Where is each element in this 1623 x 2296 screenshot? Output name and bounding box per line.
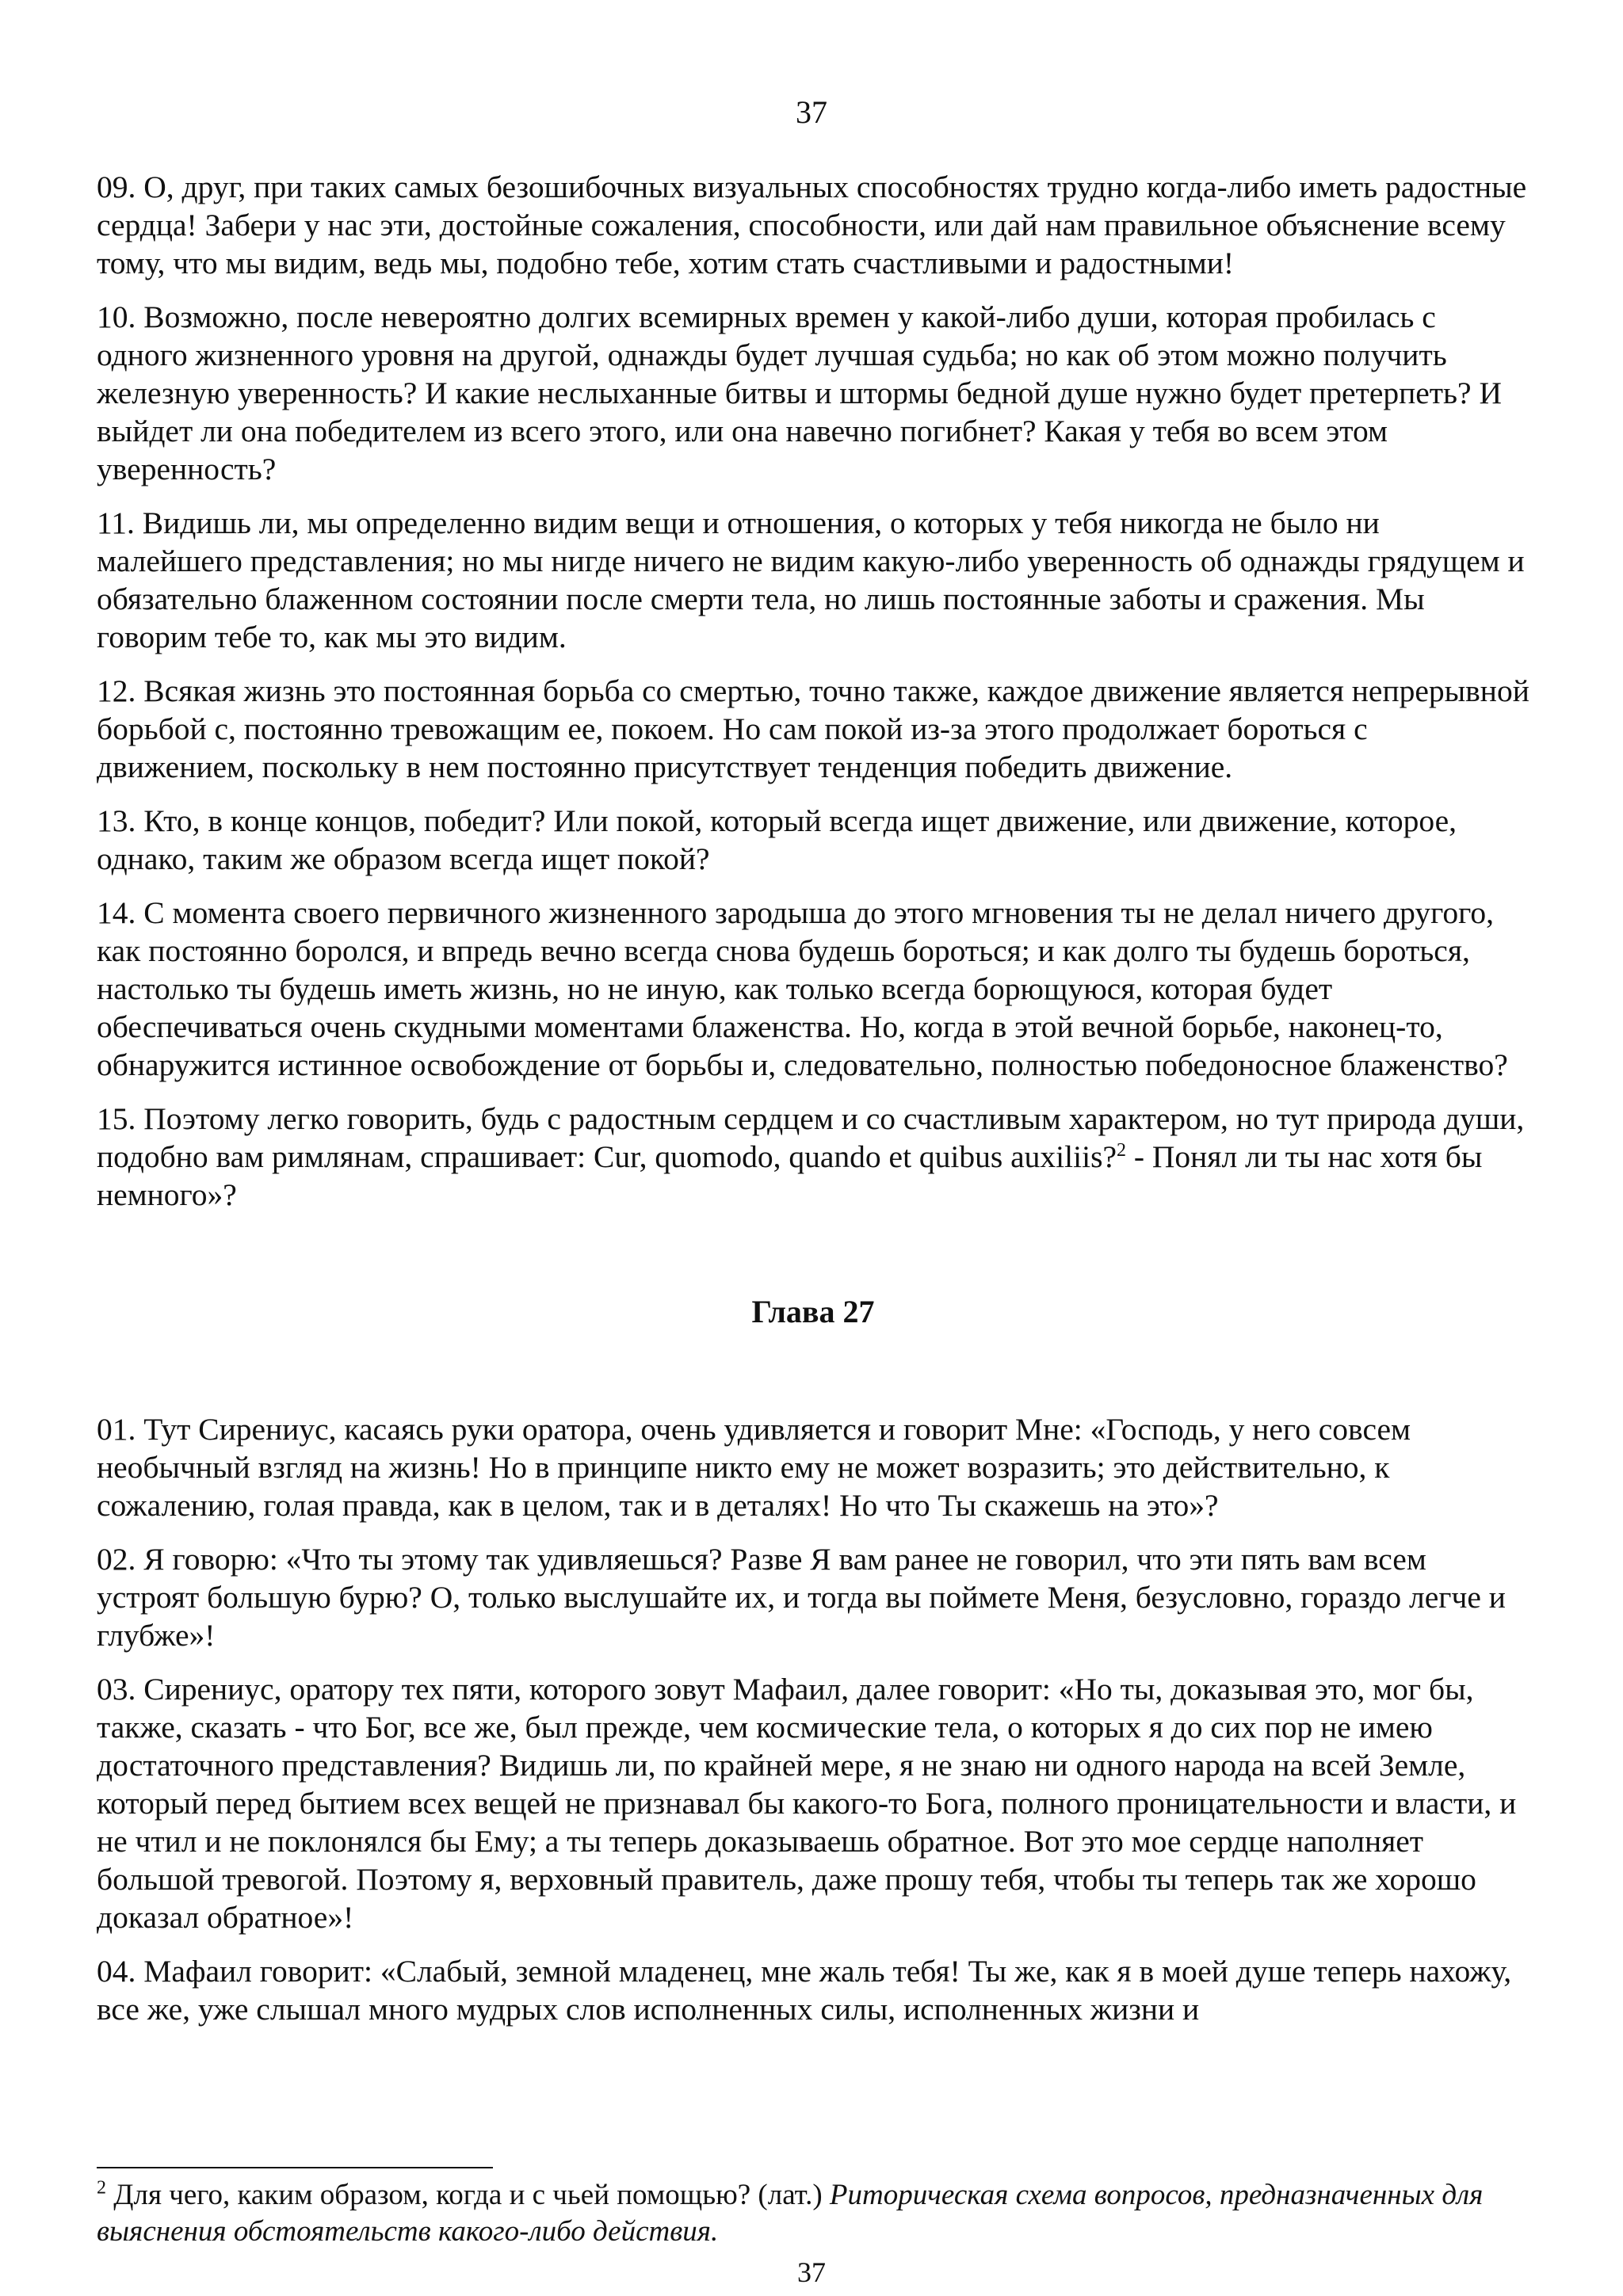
paragraph-15 [97,1100,1529,1214]
footnote-text: Для чего, каким образом, когда и с чьей помощью? (лат.) [106,2179,830,2211]
footnote-italic-text: Риторическая схема вопросов, предназначенных для выяснения обстоятельств какого-либо действия. [97,2179,1484,2248]
footnote-divider [97,2167,493,2168]
paragraph-15-tail: - Понял ли ты нас хотя бы немного»? [97,1139,1483,1212]
paragraph-12: 12. Всякая жизнь это постоянная борьба со смертью, точно также, каждое движение является непрерывной борьбой с, постоянно тревожащим ее, покоем. Но сам покой из-за этого продолжает бороться с движением, поскольку в нем постоянно присутствует тенденция победить движение. [97,673,1529,784]
paragraph-03: 03. Сирениус, оратору тех пяти, которого зовут Мафаил, далее говорит: «Но ты, доказывая это, мог бы, также, сказать - что Бог, все же, был прежде, чем космические тела, о которых я до сих пор не имею достаточного представления? Видишь ли, по крайней мере, я не знаю ни одного народа на всей Земле, который перед бытием всех вещей не признавал бы какого-то Бога, полного проницательности и власти, и не чтил и не поклонялся бы Ему; а ты теперь доказываешь обратное. Вот это мое сердце наполняет большой тревогой. Поэтому я, верховный правитель, даже прошу тебя, чтобы ты теперь так же хорошо доказал обратное»! [97,1672,1517,1935]
paragraph-14: 14. С момента своего первичного жизненного зародыша до этого мгновения ты не делал ничего другого, как постоянно боролся, и впредь вечно всегда снова будешь бороться; и как долго ты будешь бороться, настолько ты будешь иметь жизнь, но не иную, как только всегда борющуюся, которая будет обеспечиваться очень скудными моментами блаженства. Но, когда в этой вечной борьбе, наконец-то, обнаружится истинное освобождение от борьбы и, следовательно, полностью победоносное блаженство? [97,895,1508,1082]
page-number-bottom: 37 [797,2256,826,2288]
footnote [97,2177,1529,2250]
page-number-top: 37 [796,94,827,130]
paragraph-01: 01. Тут Сирениус, касаясь руки оратора, очень удивляется и говорит Мне: «Господь, у него совсем необычный взгляд на жизнь! Но в принципе никто ему не может возразить; это действительно, к сожалению, голая правда, как в целом, так и в деталях! Но что Ты скажешь на это»? [97,1412,1411,1523]
paragraph-15-text: 15. Поэтому легко говорить, будь с радостным сердцем и со счастливым характером, но тут природа души, подобно вам римлянам, спрашивает: Cur, quomodo, quando et quibus auxiliis? [97,1101,1525,1174]
paragraph-04: 04. Мафаил говорит: «Слабый, земной младенец, мне жаль тебя! Ты же, как я в моей душе теперь нахожу, все же, уже слышал много мудрых слов исполненных силы, исполненных жизни и [97,1954,1512,2027]
footnote-reference: 2 [1116,1139,1126,1161]
footnote-marker: 2 [97,2177,106,2199]
paragraph-02: 02. Я говорю: «Что ты этому так удивляешься? Разве Я вам ранее не говорил, что эти пять вам всем устроят большую бурю? О, только выслушайте их, и тогда вы поймете Меня, безусловно, гораздо легче и глубже»! [97,1542,1506,1653]
chapter-heading: Глава 27 [751,1294,875,1329]
paragraph-10: 10. Возможно, после невероятно долгих всемирных времен у какой-либо души, которая пробилась с одного жизненного уровня на другой, однажды будет лучшая судьба; но как об этом можно получить железную уверенность? И какие неслыханные битвы и штормы бедной душе нужно будет претерпеть? И выйдет ли она победителем из всего этого, или она навечно погибнет? Какая у тебя во всем этом уверенность? [97,299,1502,486]
paragraph-11: 11. Видишь ли, мы определенно видим вещи и отношения, о которых у тебя никогда не было ни малейшего представления; но мы нигде ничего не видим какую-либо уверенность об однажды грядущем и обязательно блаженном состоянии после смерти тела, но лишь постоянные заботы и сражения. Мы говорим тебе то, как мы это видим. [97,505,1525,654]
main-text [97,168,1529,2044]
paragraph-09: 09. О, друг, при таких самых безошибочных визуальных способностях трудно когда-либо иметь радостные сердца! Забери у нас эти, достойные сожаления, способности, или дай нам правильное объяснение всему тому, что мы видим, ведь мы, подобно тебе, хотим стать счастливыми и радостными! [97,170,1527,280]
paragraph-13: 13. Кто, в конце концов, победит? Или покой, который всегда ищет движение, или движение, которое, однако, таким же образом всегда ищет покой? [97,803,1457,876]
